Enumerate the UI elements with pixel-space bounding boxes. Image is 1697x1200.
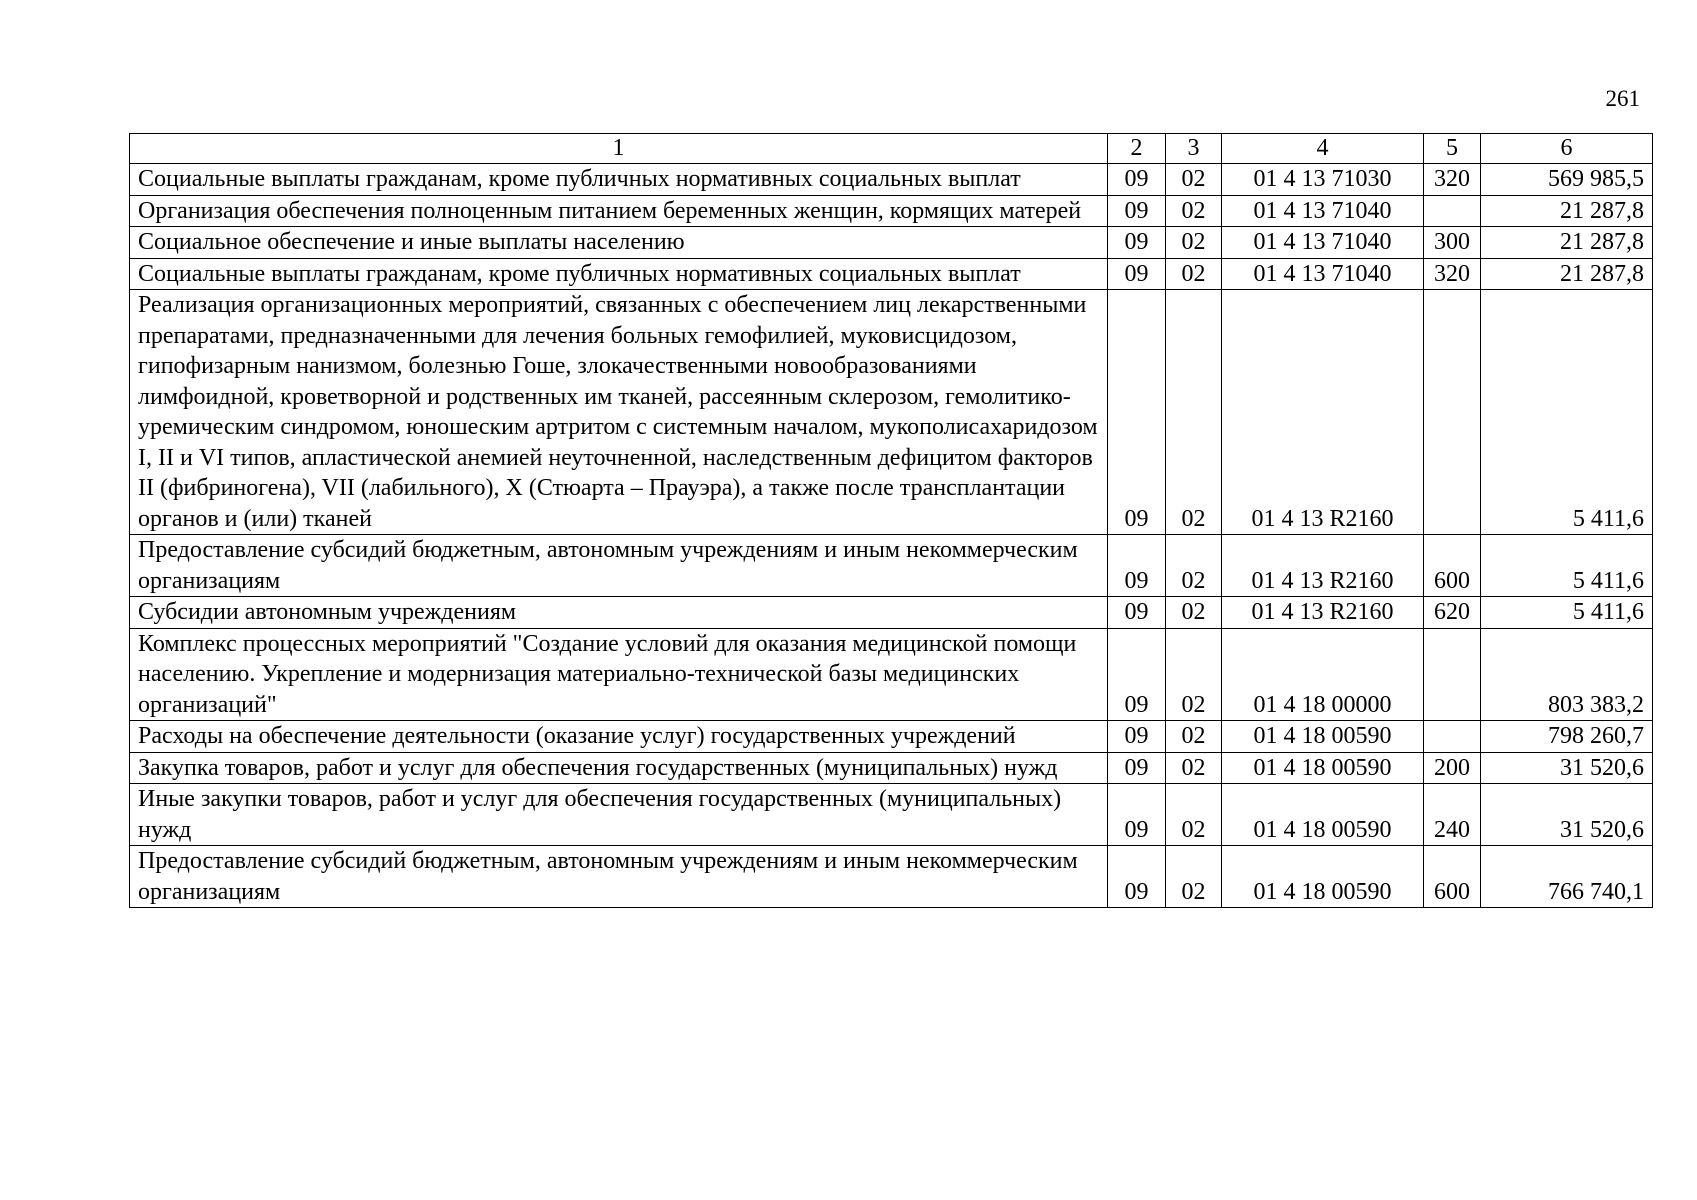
row-subsection-cell: 02: [1166, 195, 1222, 227]
table-row: [130, 597, 1653, 629]
table-row: [130, 721, 1653, 753]
row-section-cell: 09: [1108, 846, 1166, 908]
column-header-6: 6: [1481, 134, 1653, 164]
table-row: [130, 628, 1653, 721]
row-expense-type-cell: [1424, 195, 1481, 227]
column-header-3: 3: [1166, 134, 1222, 164]
row-amount-cell: 569 985,5: [1481, 164, 1653, 196]
row-target-article-cell: 01 4 18 00590: [1222, 846, 1424, 908]
row-amount-cell: 21 287,8: [1481, 227, 1653, 259]
table-row: [130, 535, 1653, 597]
row-expense-type-cell: 300: [1424, 227, 1481, 259]
table-row: [130, 290, 1653, 535]
row-amount-cell: 766 740,1: [1481, 846, 1653, 908]
row-target-article-cell: 01 4 13 R2160: [1222, 290, 1424, 535]
row-target-article-cell: 01 4 18 00590: [1222, 752, 1424, 784]
column-header-5: 5: [1424, 134, 1481, 164]
row-subsection-cell: 02: [1166, 290, 1222, 535]
row-name-cell: Субсидии автономным учреждениям: [130, 597, 1108, 629]
row-expense-type-cell: 240: [1424, 784, 1481, 846]
row-amount-cell: 31 520,6: [1481, 752, 1653, 784]
row-amount-cell: 21 287,8: [1481, 258, 1653, 290]
row-target-article-cell: 01 4 13 71040: [1222, 258, 1424, 290]
row-name-cell: Предоставление субсидий бюджетным, автономным учреждениям и иным некоммерческим организациям: [130, 535, 1108, 597]
row-name-cell: Расходы на обеспечение деятельности (оказание услуг) государственных учреждений: [130, 721, 1108, 753]
row-name-cell: Предоставление субсидий бюджетным, автономным учреждениям и иным некоммерческим организациям: [130, 846, 1108, 908]
row-target-article-cell: 01 4 13 R2160: [1222, 535, 1424, 597]
row-section-cell: 09: [1108, 535, 1166, 597]
column-header-4: 4: [1222, 134, 1424, 164]
row-subsection-cell: 02: [1166, 227, 1222, 259]
table-row: [130, 164, 1653, 196]
row-section-cell: 09: [1108, 784, 1166, 846]
row-name-cell: Реализация организационных мероприятий, связанных с обеспечением лиц лекарственными препаратами, предназначенными для лечения больных гемофилией, муковисцидозом, гипофизарным нанизмом, болезнью Гоше, злокачественными новообразованиями лимфоидной, кроветворной и родственных им тканей, рассеянным склерозом, гемолитико-уремическим синдромом, юношеским артритом с системным началом, мукополисахаридозом I, II и VI типов, апластической анемией неуточненной, наследственным дефицитом факторов II (фибриногена), VII (лабильного), X (Стюарта – Прауэра), а также после трансплантации органов и (или) тканей: [130, 290, 1108, 535]
row-expense-type-cell: 600: [1424, 535, 1481, 597]
row-name-cell: Организация обеспечения полноценным питанием беременных женщин, кормящих матерей: [130, 195, 1108, 227]
row-subsection-cell: 02: [1166, 784, 1222, 846]
row-name-cell: Закупка товаров, работ и услуг для обеспечения государственных (муниципальных) нужд: [130, 752, 1108, 784]
row-target-article-cell: 01 4 13 71040: [1222, 195, 1424, 227]
budget-table: [129, 133, 1653, 908]
row-subsection-cell: 02: [1166, 846, 1222, 908]
row-name-cell: Социальные выплаты гражданам, кроме публичных нормативных социальных выплат: [130, 258, 1108, 290]
row-amount-cell: 798 260,7: [1481, 721, 1653, 753]
row-name-cell: Комплекс процессных мероприятий "Создание условий для оказания медицинской помощи населению. Укрепление и модернизация материально-технической базы медицинских организаций": [130, 628, 1108, 721]
row-amount-cell: 5 411,6: [1481, 535, 1653, 597]
column-header-2: 2: [1108, 134, 1166, 164]
row-amount-cell: 803 383,2: [1481, 628, 1653, 721]
row-target-article-cell: 01 4 18 00590: [1222, 784, 1424, 846]
row-target-article-cell: 01 4 18 00000: [1222, 628, 1424, 721]
row-amount-cell: 31 520,6: [1481, 784, 1653, 846]
row-section-cell: 09: [1108, 721, 1166, 753]
table-row: [130, 784, 1653, 846]
column-header-1: 1: [130, 134, 1108, 164]
row-subsection-cell: 02: [1166, 752, 1222, 784]
row-subsection-cell: 02: [1166, 721, 1222, 753]
row-expense-type-cell: [1424, 721, 1481, 753]
row-target-article-cell: 01 4 13 71030: [1222, 164, 1424, 196]
table-row: [130, 846, 1653, 908]
row-subsection-cell: 02: [1166, 164, 1222, 196]
row-expense-type-cell: [1424, 628, 1481, 721]
row-expense-type-cell: [1424, 290, 1481, 535]
row-subsection-cell: 02: [1166, 535, 1222, 597]
table-row: [130, 227, 1653, 259]
row-section-cell: 09: [1108, 164, 1166, 196]
row-name-cell: Иные закупки товаров, работ и услуг для обеспечения государственных (муниципальных) нужд: [130, 784, 1108, 846]
row-section-cell: 09: [1108, 290, 1166, 535]
table-row: [130, 752, 1653, 784]
row-name-cell: Социальное обеспечение и иные выплаты населению: [130, 227, 1108, 259]
row-name-cell: Социальные выплаты гражданам, кроме публичных нормативных социальных выплат: [130, 164, 1108, 196]
row-section-cell: 09: [1108, 258, 1166, 290]
row-expense-type-cell: 600: [1424, 846, 1481, 908]
table-row: [130, 195, 1653, 227]
row-amount-cell: 21 287,8: [1481, 195, 1653, 227]
row-target-article-cell: 01 4 13 71040: [1222, 227, 1424, 259]
table-header-row: [130, 134, 1653, 164]
table-row: [130, 258, 1653, 290]
row-section-cell: 09: [1108, 752, 1166, 784]
row-section-cell: 09: [1108, 227, 1166, 259]
row-subsection-cell: 02: [1166, 628, 1222, 721]
row-target-article-cell: 01 4 13 R2160: [1222, 597, 1424, 629]
row-expense-type-cell: 200: [1424, 752, 1481, 784]
row-section-cell: 09: [1108, 597, 1166, 629]
row-section-cell: 09: [1108, 195, 1166, 227]
page-number: 261: [1605, 86, 1640, 111]
row-expense-type-cell: 320: [1424, 164, 1481, 196]
row-expense-type-cell: 320: [1424, 258, 1481, 290]
row-subsection-cell: 02: [1166, 597, 1222, 629]
row-amount-cell: 5 411,6: [1481, 597, 1653, 629]
row-expense-type-cell: 620: [1424, 597, 1481, 629]
row-amount-cell: 5 411,6: [1481, 290, 1653, 535]
row-subsection-cell: 02: [1166, 258, 1222, 290]
row-target-article-cell: 01 4 18 00590: [1222, 721, 1424, 753]
row-section-cell: 09: [1108, 628, 1166, 721]
